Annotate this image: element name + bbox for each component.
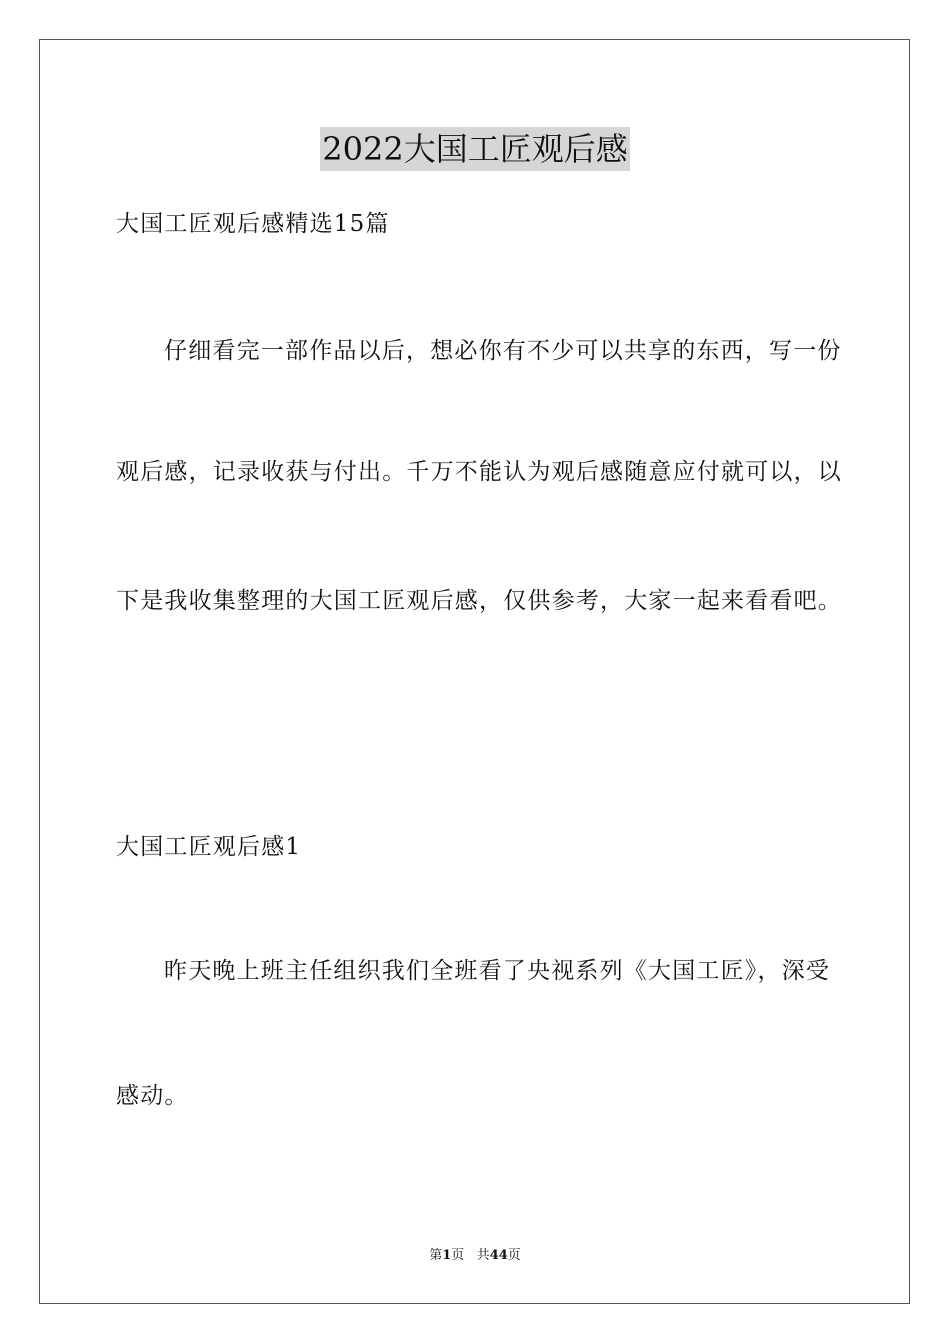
section-heading: 大国工匠观后感1 [116,834,302,860]
footer-total-prefix: 共 [476,1248,490,1263]
footer-total-suffix: 页 [507,1248,521,1263]
section-line-1: 昨天晚上班主任组织我们全班看了央视系列《大国工匠》，深受 [164,958,831,984]
footer-page-number: 1 [442,1248,452,1263]
document-title: 2022大国工匠观后感 [320,127,629,171]
section-line-2: 感动。 [116,1083,189,1109]
intro-line-3: 下是我收集整理的大国工匠观后感，仅供参考，大家一起来看看吧。 [116,588,842,614]
footer-page-suffix: 页 [451,1248,465,1263]
page-footer [0,1247,950,1265]
footer-total-pages: 44 [489,1248,508,1263]
intro-line-1: 仔细看完一部作品以后，想必你有不少可以共享的东西，写一份 [164,338,842,364]
intro-line-2: 观后感，记录收获与付出。千万不能认为观后感随意应付就可以，以 [116,459,842,485]
title-container [0,127,950,171]
footer-page-prefix: 第 [429,1248,443,1263]
document-subtitle: 大国工匠观后感精选15篇 [116,211,390,237]
